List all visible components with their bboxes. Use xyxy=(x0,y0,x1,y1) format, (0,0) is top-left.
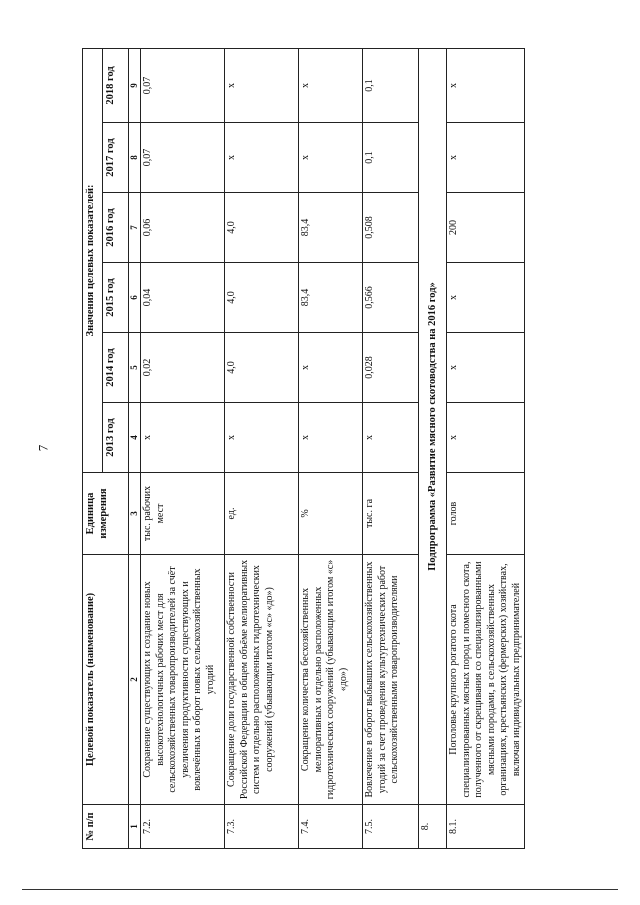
row-value: х xyxy=(225,48,299,122)
page-number: 7 xyxy=(35,444,51,452)
column-index: 8 xyxy=(129,123,141,193)
row-value: х xyxy=(447,48,525,122)
row-value: 0,06 xyxy=(141,193,225,263)
row-indicator-name: Сокращение доли государственной собственности Российской Федерации в общем объёме мелиоративных систем и отдельно расположенных гидротехнических сооружений (убывающим итогом «с» «до») xyxy=(225,555,299,805)
row-value: х xyxy=(299,333,363,403)
row-value: х xyxy=(299,403,363,473)
column-index: 5 xyxy=(129,333,141,403)
row-unit: % xyxy=(299,473,363,555)
column-index: 2 xyxy=(129,555,141,805)
header-year: 2018 год xyxy=(103,48,129,122)
row-value: х xyxy=(447,123,525,193)
row-unit: тыс. рабочих мест xyxy=(141,473,225,555)
column-index: 6 xyxy=(129,263,141,333)
row-value: 0,566 xyxy=(363,263,419,333)
header-year: 2013 год xyxy=(103,403,129,473)
table-row xyxy=(299,48,363,848)
table-row xyxy=(447,48,525,848)
row-indicator-name: Поголовье крупного рогатого скота специализированных мясных пород и помесного скота, полученного от скрещивания со специализированными мясными породами, в сельскохозяйственных организациях, крестьянских (фермерских) хозяйствах, включая индивидуальных предпринимателей xyxy=(447,555,525,805)
column-index: 3 xyxy=(129,473,141,555)
row-value: х xyxy=(225,123,299,193)
row-unit: голов xyxy=(447,473,525,555)
row-value: х xyxy=(447,333,525,403)
row-value: 0,04 xyxy=(141,263,225,333)
header-year: 2017 год xyxy=(103,123,129,193)
indicators-table-rotated xyxy=(82,49,522,849)
subprogram-title: Подпрограмма «Развитие мясного скотоводства на 2016 год» xyxy=(419,48,447,804)
row-value: х xyxy=(299,48,363,122)
row-unit: ед. xyxy=(225,473,299,555)
row-value: х xyxy=(363,403,419,473)
table-row xyxy=(225,48,299,848)
row-num: 7.3. xyxy=(225,805,299,849)
header-num: № п/п xyxy=(83,805,129,849)
row-value: х xyxy=(299,123,363,193)
subprogram-num: 8. xyxy=(419,805,447,849)
row-value: 0,508 xyxy=(363,193,419,263)
indicators-table xyxy=(82,48,525,849)
header-unit: Единица измерения xyxy=(83,473,129,555)
row-value: 83,4 xyxy=(299,263,363,333)
row-value: 83,4 xyxy=(299,193,363,263)
header-indicator: Целевой показатель (наименование) xyxy=(83,555,129,805)
column-index: 1 xyxy=(129,805,141,849)
row-indicator-name: Вовлечение в оборот выбывших сельскохозяйственных угодий за счет проведения культуртехнических работ сельскохозяйственными товаропроизводителями xyxy=(363,555,419,805)
row-value: 0,02 xyxy=(141,333,225,403)
row-value: 0,028 xyxy=(363,333,419,403)
column-index: 7 xyxy=(129,193,141,263)
row-value: 0,1 xyxy=(363,123,419,193)
row-value: 0,07 xyxy=(141,123,225,193)
row-num: 7.2. xyxy=(141,805,225,849)
row-value: х xyxy=(447,403,525,473)
subprogram-row xyxy=(419,48,447,848)
row-value: 4,0 xyxy=(225,193,299,263)
table-row xyxy=(141,48,225,848)
row-value: х xyxy=(447,263,525,333)
column-index: 9 xyxy=(129,48,141,122)
header-year: 2014 год xyxy=(103,333,129,403)
row-value: х xyxy=(141,403,225,473)
table-row xyxy=(363,48,419,848)
row-value: 4,0 xyxy=(225,333,299,403)
row-value: 200 xyxy=(447,193,525,263)
row-num: 8.1. xyxy=(447,805,525,849)
column-index: 4 xyxy=(129,403,141,473)
header-year: 2016 год xyxy=(103,193,129,263)
row-value: х xyxy=(225,403,299,473)
header-year: 2015 год xyxy=(103,263,129,333)
row-unit: тыс. га xyxy=(363,473,419,555)
row-num: 7.4. xyxy=(299,805,363,849)
row-indicator-name: Сохранение существующих и создание новых высокотехнологичных рабочих мест для сельскохозяйственных товаропроизводителей за счёт увеличения продуктивности существующих и вовлечённых в оборот новых сельскохозяйственных угодий xyxy=(141,555,225,805)
row-value: 0,1 xyxy=(363,48,419,122)
row-indicator-name: Сокращение количества бесхозяйственных мелиоративных и отдельно расположенных гидротехнических сооружений (убывающим итогом «с» «до») xyxy=(299,555,363,805)
row-value: 4,0 xyxy=(225,263,299,333)
row-num: 7.5. xyxy=(363,805,419,849)
header-values-group: Значения целевых показателей: xyxy=(83,48,103,472)
row-value: 0,07 xyxy=(141,48,225,122)
bottom-divider xyxy=(22,889,618,890)
